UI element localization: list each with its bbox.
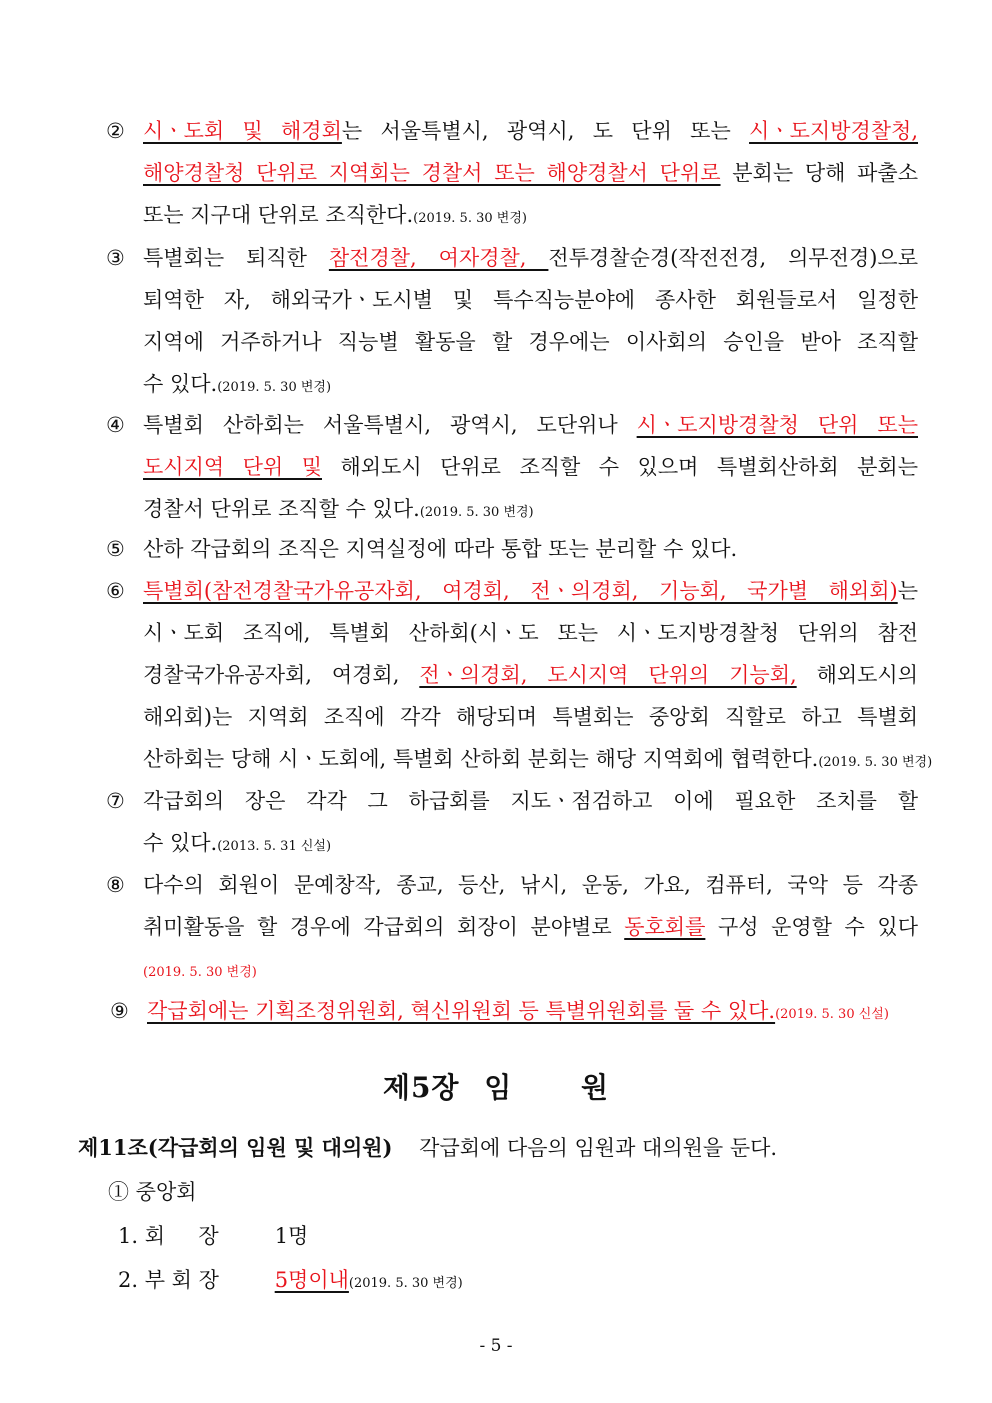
list-label: 2. 부 회 장	[118, 1268, 219, 1292]
body-text: 수 있다.	[143, 831, 218, 855]
text-line	[143, 446, 918, 488]
body-text: 특별회는 퇴직한	[143, 246, 329, 270]
list-item-vice-president	[118, 1260, 463, 1304]
text-line	[143, 696, 918, 738]
paragraph-number: ⑧	[106, 873, 125, 897]
amended-text: 시ㆍ도지방경찰청 단위 또는	[636, 413, 918, 437]
body-text: 전투경찰순경(작전전경, 의무전경)으로	[548, 246, 918, 270]
paragraph-text	[143, 864, 918, 994]
body-text: 경찰서 단위로 조직할 수 있다.	[143, 497, 420, 521]
paragraph-item	[106, 570, 933, 784]
paragraph-item	[106, 864, 918, 994]
body-text: 지역에 거주하거나 직능별 활동을 할 경우에는 이사회의 승인을 받아 조직할	[143, 330, 918, 354]
body-text: 또는 지구대 단위로 조직한다.	[143, 203, 414, 227]
amendment-note: (2019. 5. 30 변경)	[818, 755, 933, 770]
amended-text: 참전경찰, 여자경찰,	[328, 246, 549, 270]
text-line	[143, 194, 918, 240]
text-line	[143, 152, 918, 194]
body-text: 각급회의 장은 각각 그 하급회를 지도ㆍ점검하고 이에 필요한 조치를 할	[143, 789, 918, 813]
amendment-note: (2019. 5. 30 변경)	[348, 1276, 463, 1291]
paragraph-number: ③	[106, 246, 125, 270]
body-text: 경찰국가유공자회, 여경회,	[143, 663, 420, 687]
text-line	[143, 654, 918, 696]
body-text: 해외회)는 지역회 조직에 각각 해당되며 특별회는 중앙회 직할로 하고 특별회	[143, 705, 918, 729]
body-text: 퇴역한 자, 해외국가ㆍ도시별 및 특수직능분야에 종사한 회원들로서 일정한	[143, 288, 918, 312]
text-line	[143, 279, 918, 321]
amended-text: 전ㆍ의경회, 도시지역 단위의 기능회,	[419, 663, 797, 687]
paragraph-item	[106, 237, 918, 409]
amended-text: 해양경찰청 단위로 지역회는 경찰서 또는 해양경찰서 단위로	[143, 161, 721, 185]
body-text: 수 있다.	[143, 372, 218, 396]
body-text: 다수의 회원이 문예창작, 종교, 등산, 낚시, 운동, 가요, 컴퓨터, 국악 등 각종	[143, 873, 918, 897]
amended-text: 동호회를	[624, 915, 706, 939]
body-text: 구성 운영할 수 있다	[705, 915, 918, 939]
paragraph-text	[143, 237, 918, 409]
paragraph-number: ⑦	[106, 789, 125, 813]
amended-text: 특별회(참전경찰국가유공자회, 여경회, 전ㆍ의경회, 기능회, 국가별 해외회)	[143, 579, 898, 603]
text-line	[143, 363, 918, 409]
amendment-note: (2013. 5. 31 신설)	[217, 839, 332, 854]
paragraph-item	[106, 528, 918, 570]
paragraph-text	[143, 404, 918, 534]
text-line	[143, 738, 933, 784]
body-text: 취미활동을 할 경우에 각급회의 회장이 분야별로	[143, 915, 625, 939]
amended-text: 도시지역 단위 및	[143, 455, 322, 479]
amended-text: 각급회에는 기획조정위원회, 혁신위원회 등 특별위원회를 둘 수 있다.	[147, 999, 776, 1023]
paragraph-item	[106, 110, 918, 240]
text-line	[143, 612, 918, 654]
paragraph-text	[143, 528, 918, 570]
amendment-note: (2019. 5. 30 변경)	[143, 965, 257, 980]
body-text: 해외도시의	[796, 663, 919, 687]
text-line	[143, 570, 918, 612]
body-text: 는	[897, 579, 918, 603]
sub-item-central: ① 중앙회	[108, 1180, 197, 1204]
paragraph-item	[106, 780, 918, 868]
paragraph-number: ②	[106, 119, 125, 143]
list-item-president	[118, 1216, 308, 1256]
body-text: 해외도시 단위로 조직할 수 있으며 특별회산하회 분회는	[321, 455, 918, 479]
amendment-note: (2019. 5. 30 변경)	[413, 211, 527, 226]
paragraph-item	[106, 404, 918, 534]
text-line	[143, 906, 918, 948]
text-line	[143, 948, 918, 994]
text-line	[143, 528, 918, 570]
text-line	[143, 822, 918, 868]
paragraph-text	[147, 990, 922, 1036]
amended-text: 시ㆍ도지방경찰청,	[749, 119, 919, 143]
paragraph-number: ⑤	[106, 537, 125, 561]
body-text: 시ㆍ도회 조직에, 특별회 산하회(시ㆍ도 또는 시ㆍ도지방경찰청 단위의 참전	[143, 621, 918, 645]
body-text: 특별회 산하회는 서울특별시, 광역시, 도단위나	[143, 413, 637, 437]
paragraph-item	[110, 990, 922, 1036]
text-line	[143, 404, 918, 446]
list-value: 1명	[274, 1224, 309, 1248]
paragraph-text	[143, 110, 918, 240]
chapter-title-char-2: 원	[581, 1071, 610, 1104]
body-text: 분회는 당해 파출소	[720, 161, 918, 185]
body-text: 는 서울특별시, 광역시, 도 단위 또는	[341, 119, 750, 143]
article-body: 각급회에 다음의 임원과 대의원을 둔다.	[419, 1136, 778, 1160]
paragraph-text	[143, 570, 933, 784]
list-label: 1. 회 장	[118, 1224, 219, 1248]
paragraph-text	[143, 780, 918, 868]
amendment-note: (2019. 5. 30 변경)	[419, 505, 534, 520]
amended-text: 시ㆍ도회 및 해경회	[143, 119, 342, 143]
body-text: 산하회는 당해 시ㆍ도회에, 특별회 산하회 분회는 해당 지역회에 협력한다.	[143, 747, 819, 771]
amendment-note: (2019. 5. 30 변경)	[217, 380, 332, 395]
amendment-note: (2019. 5. 30 신설)	[775, 1007, 889, 1022]
chapter-title-char-1: 임	[484, 1071, 513, 1104]
body-text: 산하 각급회의 조직은 지역실정에 따라 통합 또는 분리할 수 있다.	[143, 537, 738, 561]
text-line	[143, 864, 918, 906]
article-11	[78, 1128, 777, 1168]
text-line	[147, 990, 922, 1036]
paragraph-number: ④	[106, 413, 125, 437]
text-line	[143, 780, 918, 822]
text-line	[143, 110, 918, 152]
list-value: 5명이내	[274, 1268, 349, 1292]
article-title: 제11조(각급회의 임원 및 대의원)	[78, 1135, 393, 1160]
text-line	[143, 321, 918, 363]
chapter-number: 제5장	[382, 1071, 460, 1104]
paragraph-number: ⑨	[110, 999, 129, 1023]
text-line	[143, 237, 918, 279]
chapter-heading	[0, 1066, 992, 1106]
page-number: - 5 -	[479, 1336, 513, 1356]
paragraph-number: ⑥	[106, 579, 125, 603]
